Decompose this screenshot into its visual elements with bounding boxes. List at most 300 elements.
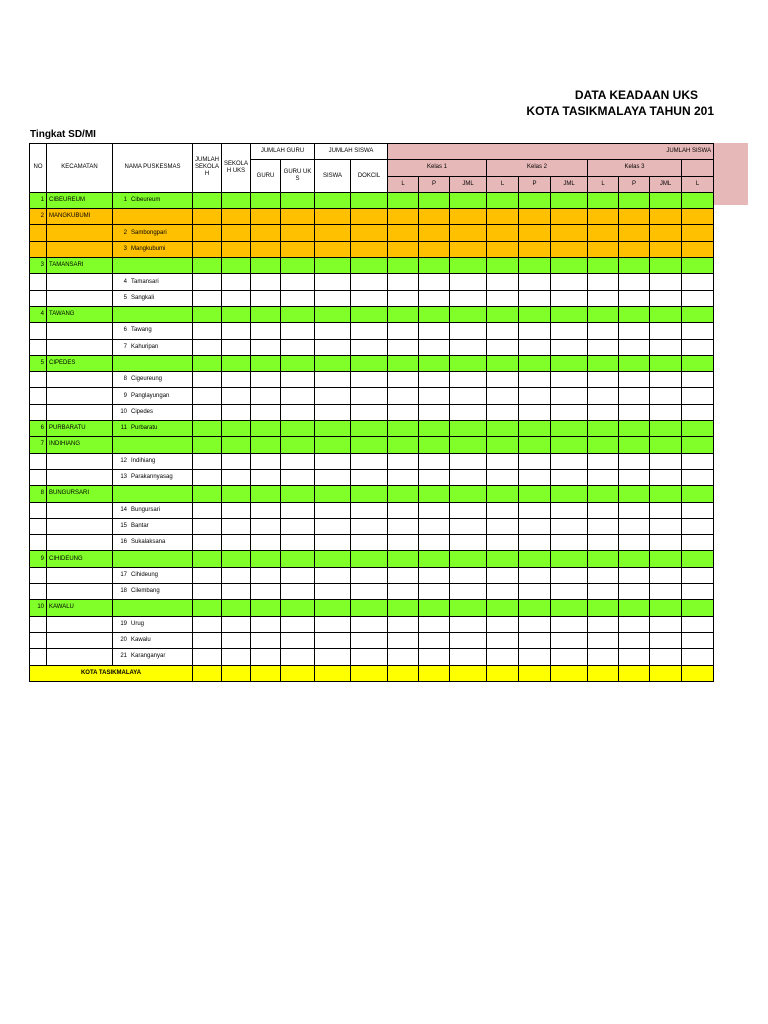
table-row [30, 518, 714, 534]
data-cell [222, 388, 251, 404]
data-cell [450, 372, 487, 388]
data-cell [351, 290, 388, 306]
data-cell [519, 421, 551, 437]
puskesmas-number: 13 [120, 474, 127, 481]
row-number [30, 404, 47, 420]
puskesmas-cell [113, 486, 193, 502]
data-cell [588, 600, 619, 616]
data-cell [551, 437, 588, 453]
data-cell [619, 209, 650, 225]
puskesmas-name: Sukalaksana [131, 539, 166, 546]
data-cell [619, 388, 650, 404]
data-cell [193, 600, 222, 616]
data-cell [222, 584, 251, 600]
data-cell [315, 649, 351, 665]
data-cell [419, 453, 450, 469]
data-cell [251, 453, 281, 469]
data-cell [519, 437, 551, 453]
data-cell [588, 567, 619, 583]
data-cell [419, 404, 450, 420]
data-cell [351, 388, 388, 404]
data-cell [650, 339, 682, 355]
row-number: 5 [30, 355, 47, 371]
puskesmas-cell [113, 437, 193, 453]
data-cell [619, 600, 650, 616]
data-cell [551, 649, 588, 665]
data-cell [519, 616, 551, 632]
data-cell [650, 551, 682, 567]
data-cell [588, 339, 619, 355]
data-cell [619, 632, 650, 648]
puskesmas-cell [113, 306, 193, 322]
data-cell [650, 616, 682, 632]
data-cell [551, 632, 588, 648]
data-cell [315, 469, 351, 485]
header-guru: GURU [251, 160, 281, 193]
data-cell [551, 551, 588, 567]
data-cell [519, 567, 551, 583]
data-cell [251, 567, 281, 583]
table-row [30, 192, 714, 208]
data-cell [388, 486, 419, 502]
data-cell [519, 372, 551, 388]
data-cell [419, 323, 450, 339]
kecamatan-cell [47, 404, 113, 420]
data-cell [682, 388, 714, 404]
data-cell [281, 388, 315, 404]
table-row [30, 584, 714, 600]
data-cell [487, 258, 519, 274]
data-cell [419, 600, 450, 616]
data-cell [551, 274, 588, 290]
data-cell [193, 649, 222, 665]
data-cell [519, 388, 551, 404]
data-cell [450, 486, 487, 502]
data-cell [419, 274, 450, 290]
data-cell [487, 421, 519, 437]
data-cell [419, 339, 450, 355]
puskesmas-cell [113, 355, 193, 371]
data-cell [450, 649, 487, 665]
data-cell [281, 404, 315, 420]
kecamatan-cell [47, 323, 113, 339]
header-jumlah-sekolah: JUMLAH SEKOLAH [193, 144, 222, 193]
report-subtitle-city-year: KOTA TASIKMALAYA TAHUN 201 [526, 104, 714, 118]
kecamatan-cell [47, 567, 113, 583]
data-cell [450, 209, 487, 225]
data-cell [251, 486, 281, 502]
data-cell [682, 192, 714, 208]
data-cell [351, 241, 388, 257]
data-cell [315, 584, 351, 600]
data-cell [351, 274, 388, 290]
row-number: 3 [30, 258, 47, 274]
data-cell [619, 404, 650, 420]
puskesmas-name: Karanganyar [131, 653, 166, 660]
row-number: 4 [30, 306, 47, 322]
data-cell [193, 306, 222, 322]
data-cell [419, 355, 450, 371]
row-number [30, 632, 47, 648]
data-cell [650, 274, 682, 290]
puskesmas-number: 19 [120, 620, 127, 627]
data-cell [351, 209, 388, 225]
data-cell [222, 567, 251, 583]
data-cell [193, 290, 222, 306]
data-cell [251, 241, 281, 257]
data-cell [619, 502, 650, 518]
data-cell [281, 584, 315, 600]
data-cell [222, 355, 251, 371]
data-cell [388, 274, 419, 290]
data-cell [519, 274, 551, 290]
data-cell [419, 225, 450, 241]
puskesmas-name: Purbaratu [131, 425, 158, 432]
data-cell [682, 649, 714, 665]
data-cell [551, 258, 588, 274]
data-cell [650, 225, 682, 241]
data-cell [281, 469, 315, 485]
data-cell [650, 290, 682, 306]
footer-row [30, 665, 714, 681]
data-cell [193, 551, 222, 567]
data-cell [222, 469, 251, 485]
data-cell [281, 209, 315, 225]
table-row [30, 306, 714, 322]
data-cell [450, 453, 487, 469]
data-cell [351, 372, 388, 388]
data-cell [487, 404, 519, 420]
data-cell [193, 258, 222, 274]
data-cell [551, 404, 588, 420]
data-cell [551, 192, 588, 208]
data-cell [619, 518, 650, 534]
data-cell [351, 632, 388, 648]
data-cell [281, 372, 315, 388]
data-cell [619, 453, 650, 469]
data-cell [487, 649, 519, 665]
data-cell [682, 551, 714, 567]
data-cell [222, 649, 251, 665]
data-cell [588, 241, 619, 257]
table-row [30, 290, 714, 306]
data-cell [519, 355, 551, 371]
puskesmas-name: Cipedes [131, 408, 154, 415]
puskesmas-number: 15 [120, 522, 127, 529]
data-cell [193, 518, 222, 534]
data-cell [487, 567, 519, 583]
data-cell [450, 584, 487, 600]
data-cell [519, 632, 551, 648]
data-cell [419, 306, 450, 322]
data-cell [315, 404, 351, 420]
data-cell [519, 258, 551, 274]
row-number [30, 372, 47, 388]
puskesmas-number: 3 [123, 245, 127, 252]
data-cell [682, 486, 714, 502]
data-cell [222, 225, 251, 241]
data-cell [450, 535, 487, 551]
puskesmas-name: Urug [131, 620, 145, 627]
overflow-header-fill [713, 143, 748, 205]
data-cell [351, 258, 388, 274]
data-cell [388, 437, 419, 453]
puskesmas-cell [113, 551, 193, 567]
data-cell [588, 437, 619, 453]
header-kelas-extra [682, 160, 714, 176]
data-cell [682, 518, 714, 534]
data-cell [315, 241, 351, 257]
data-cell [487, 306, 519, 322]
data-cell [281, 192, 315, 208]
puskesmas-number: 4 [123, 278, 127, 285]
data-cell [193, 225, 222, 241]
row-number [30, 323, 47, 339]
table-row [30, 437, 714, 453]
data-cell [650, 469, 682, 485]
data-cell [450, 502, 487, 518]
data-cell [551, 306, 588, 322]
data-cell [281, 551, 315, 567]
data-cell [619, 241, 650, 257]
data-cell [388, 453, 419, 469]
data-cell [251, 437, 281, 453]
data-cell [251, 649, 281, 665]
puskesmas-cell [113, 535, 193, 551]
data-cell [650, 632, 682, 648]
data-cell [551, 290, 588, 306]
data-cell [193, 339, 222, 355]
data-cell [650, 421, 682, 437]
data-cell [450, 616, 487, 632]
data-cell [388, 567, 419, 583]
row-number [30, 339, 47, 355]
table-row [30, 551, 714, 567]
table-row [30, 632, 714, 648]
data-cell [419, 486, 450, 502]
data-cell [419, 258, 450, 274]
data-cell [251, 290, 281, 306]
row-number [30, 518, 47, 534]
table-row [30, 502, 714, 518]
data-cell [281, 225, 315, 241]
header-nama-puskesmas: NAMA PUSKESMAS [113, 144, 193, 193]
data-cell [487, 388, 519, 404]
row-number [30, 241, 47, 257]
puskesmas-number: 7 [123, 343, 127, 350]
data-cell [588, 372, 619, 388]
puskesmas-number: 11 [120, 425, 127, 432]
puskesmas-cell [113, 649, 193, 665]
data-cell [519, 535, 551, 551]
data-cell [351, 616, 388, 632]
data-cell [450, 421, 487, 437]
data-cell [551, 372, 588, 388]
data-cell [351, 453, 388, 469]
data-cell [682, 225, 714, 241]
data-cell [551, 584, 588, 600]
data-cell [682, 355, 714, 371]
data-cell [551, 469, 588, 485]
data-cell [588, 453, 619, 469]
puskesmas-cell [113, 323, 193, 339]
kecamatan-cell [47, 274, 113, 290]
footer-label: KOTA TASIKMALAYA [30, 665, 193, 681]
data-cell [315, 551, 351, 567]
row-number: 9 [30, 551, 47, 567]
data-cell [193, 355, 222, 371]
data-cell [281, 290, 315, 306]
data-cell [487, 372, 519, 388]
data-cell [519, 502, 551, 518]
data-cell [619, 372, 650, 388]
data-cell [251, 535, 281, 551]
data-cell [650, 241, 682, 257]
puskesmas-name: Indihiang [131, 457, 156, 464]
data-cell [551, 567, 588, 583]
data-cell [193, 404, 222, 420]
data-cell [419, 388, 450, 404]
data-cell [388, 306, 419, 322]
data-cell [193, 486, 222, 502]
data-cell [281, 241, 315, 257]
data-cell [619, 323, 650, 339]
puskesmas-cell [113, 567, 193, 583]
data-cell [351, 469, 388, 485]
data-cell [682, 404, 714, 420]
data-cell [315, 632, 351, 648]
kecamatan-cell [47, 616, 113, 632]
data-cell [682, 502, 714, 518]
table-row [30, 274, 714, 290]
data-cell [588, 404, 619, 420]
data-cell [450, 290, 487, 306]
data-cell [487, 469, 519, 485]
puskesmas-name: Tawang [131, 327, 152, 334]
data-cell [315, 486, 351, 502]
data-cell [419, 551, 450, 567]
puskesmas-name: Bungursari [131, 506, 161, 513]
data-cell [388, 192, 419, 208]
header-kelas-1: Kelas 1 [388, 160, 487, 176]
puskesmas-name: Tamansari [131, 278, 159, 285]
kecamatan-cell [47, 632, 113, 648]
row-number [30, 584, 47, 600]
table-row [30, 567, 714, 583]
data-cell [551, 616, 588, 632]
data-cell [251, 339, 281, 355]
kecamatan-cell: BUNGURSARI [47, 486, 113, 502]
data-cell [551, 355, 588, 371]
data-cell [315, 421, 351, 437]
data-cell [193, 192, 222, 208]
data-cell [419, 241, 450, 257]
data-cell [487, 551, 519, 567]
puskesmas-cell [113, 274, 193, 290]
data-cell [588, 535, 619, 551]
puskesmas-cell [113, 632, 193, 648]
data-cell [519, 290, 551, 306]
data-cell [650, 584, 682, 600]
data-cell [222, 306, 251, 322]
data-cell [388, 339, 419, 355]
data-cell [388, 258, 419, 274]
data-cell [315, 339, 351, 355]
table-row [30, 616, 714, 632]
puskesmas-cell [113, 616, 193, 632]
data-cell [419, 584, 450, 600]
row-number [30, 453, 47, 469]
data-cell [251, 225, 281, 241]
data-cell [450, 632, 487, 648]
data-cell [519, 486, 551, 502]
header-kelas-2: Kelas 2 [487, 160, 588, 176]
data-cell [222, 616, 251, 632]
data-cell [650, 209, 682, 225]
data-cell [487, 192, 519, 208]
data-cell [419, 518, 450, 534]
data-cell [281, 616, 315, 632]
puskesmas-name: Mangkubumi [131, 245, 166, 252]
data-cell [315, 306, 351, 322]
kecamatan-cell [47, 518, 113, 534]
data-cell [193, 584, 222, 600]
data-cell [551, 225, 588, 241]
header-kelas-3: Kelas 3 [588, 160, 682, 176]
puskesmas-number: 6 [123, 327, 127, 334]
puskesmas-number: 2 [123, 229, 127, 236]
row-number [30, 469, 47, 485]
data-cell [519, 339, 551, 355]
row-number: 8 [30, 486, 47, 502]
data-cell [222, 290, 251, 306]
data-cell [193, 632, 222, 648]
data-cell [450, 437, 487, 453]
data-cell [487, 323, 519, 339]
data-cell [551, 486, 588, 502]
data-cell [351, 192, 388, 208]
data-cell [388, 323, 419, 339]
data-cell [419, 502, 450, 518]
data-cell [193, 421, 222, 437]
data-cell [551, 518, 588, 534]
data-cell [251, 274, 281, 290]
data-cell [419, 437, 450, 453]
data-cell [619, 584, 650, 600]
data-cell [222, 421, 251, 437]
data-cell [519, 518, 551, 534]
header-k3-p: P [619, 176, 650, 192]
data-cell [351, 502, 388, 518]
data-cell [450, 551, 487, 567]
puskesmas-name: Cilembang [131, 588, 160, 595]
puskesmas-name: Cihideung [131, 571, 159, 578]
data-cell [351, 649, 388, 665]
data-cell [682, 258, 714, 274]
data-cell [193, 274, 222, 290]
data-cell [281, 437, 315, 453]
puskesmas-number: 20 [120, 637, 127, 644]
data-cell [251, 518, 281, 534]
header-jumlah-siswa: JUMLAH SISWA [315, 144, 388, 160]
row-number: 10 [30, 600, 47, 616]
header-k3-jml: JML [650, 176, 682, 192]
data-cell [588, 649, 619, 665]
data-cell [251, 502, 281, 518]
row-number [30, 649, 47, 665]
data-cell [388, 404, 419, 420]
data-cell [222, 437, 251, 453]
